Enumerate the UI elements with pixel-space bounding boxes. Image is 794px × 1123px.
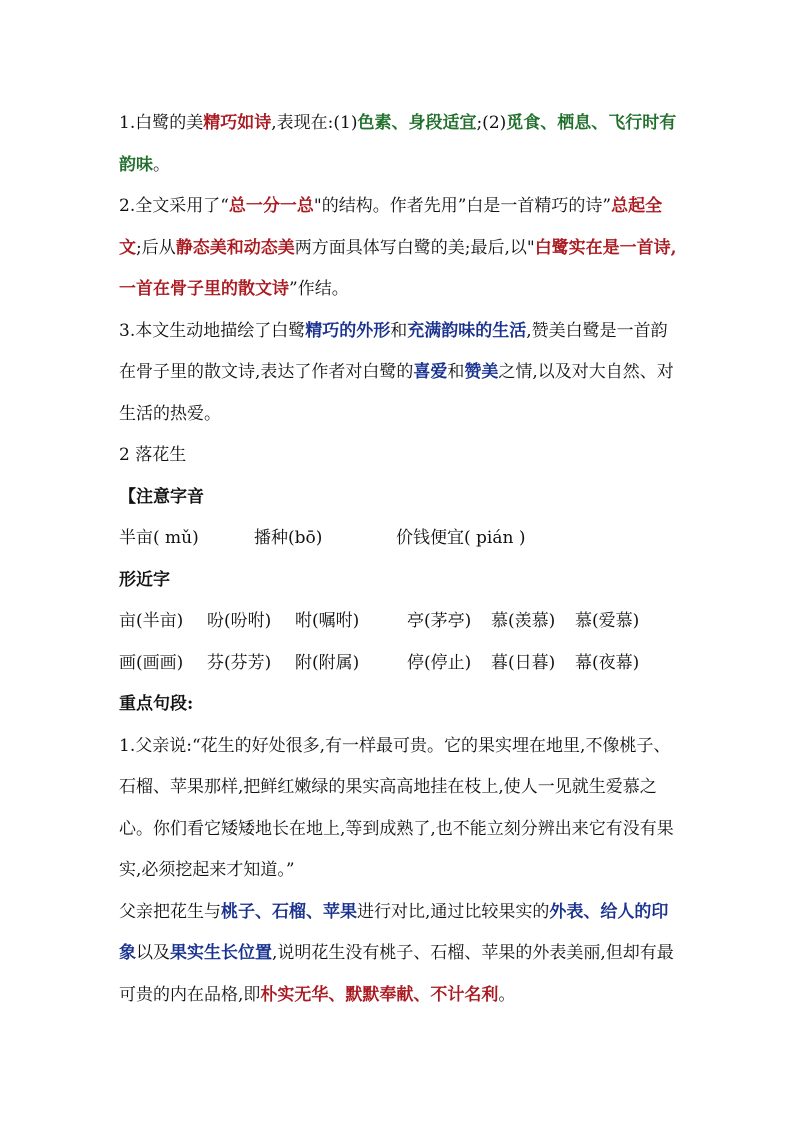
text-span: 。: [153, 154, 170, 175]
similar-chars-row: [119, 601, 679, 643]
document-content: [119, 103, 679, 1016]
pronunciation-item: 半亩( mǔ): [119, 528, 199, 548]
highlight-blue: 果实生长位置: [170, 943, 272, 963]
highlight-red: 总起全文: [119, 196, 663, 258]
text-span: ,说明花生没有桃子、石榴、苹果的外表美丽,但却有最可贵的内在品格,即: [119, 943, 674, 1005]
text-span: ”作结。: [289, 279, 349, 299]
paragraph-structure: [119, 186, 679, 311]
pronunciation-item: 价钱便宜( pián ): [396, 528, 526, 548]
text-span: 进行对比,通过比较果实的: [357, 901, 550, 922]
paragraph-egret-beauty: [119, 103, 679, 186]
similar-char-item: 画(画画): [119, 652, 184, 673]
text-span: 和: [447, 362, 465, 382]
text-span: ,赞美白鹭是一首韵在骨子里的散文诗,表达了作者对白鹭的: [119, 320, 668, 382]
text-span: 父亲把花生与: [119, 901, 221, 922]
similar-char-item: 芬(芬芳): [207, 652, 272, 673]
similar-char-item: 亭(茅亭): [407, 611, 472, 631]
similar-char-item: 慕(爱慕): [575, 611, 640, 631]
highlight-red: 总一分一总: [228, 196, 314, 216]
highlight-blue: 桃子、石榴、苹果: [221, 901, 357, 922]
text-span: 以及: [136, 943, 170, 963]
highlight-red: 朴实无华、默默奉献、不计名利: [260, 984, 499, 1005]
pronunciation-row: [119, 518, 679, 560]
similar-char-item: 亩(半亩): [119, 611, 184, 631]
text-span: 两方面具体写白鹭的美;最后,以": [294, 237, 535, 258]
highlight-blue: 喜爱: [413, 362, 448, 382]
similar-chars-heading: 形近字: [119, 569, 170, 590]
highlight-green: 色素、身段适宜: [357, 113, 477, 133]
text-span: "的结构。作者先用”白是一首精巧的诗”: [313, 196, 612, 216]
text-span: ;后从: [136, 237, 176, 258]
father-quote: 1.父亲说:“花生的好处很多,有一样最可贵。它的果实埋在地里,不像桃子、石榴、苹果那样,把鲜红嫩绿的果实高高地挂在枝上,使人一见就生爱慕之心。你们看它矮矮地长在地上,等到成熟了,也不能立刻分辨出来它有没有果实,必须挖起来才知道。”: [119, 735, 674, 880]
highlight-blue: 赞美: [464, 362, 499, 382]
highlight-green: 觅食、栖息、飞行时有韵味: [119, 113, 677, 175]
highlight-red: 精巧如诗: [203, 113, 272, 133]
similar-char-item: 幕(夜幕): [575, 652, 640, 673]
similar-char-item: 暮(日暮): [491, 652, 556, 673]
similar-char-item: 咐(嘱咐): [295, 611, 360, 631]
similar-char-item: 停(停止): [407, 652, 472, 673]
highlight-blue: 精巧的外形: [305, 320, 391, 341]
highlight-red: 白鹭实在是一首诗,一首在骨子里的散文诗: [119, 237, 677, 299]
key-passages-heading: 重点句段:: [119, 694, 194, 714]
lesson-title: 2 落花生: [119, 445, 187, 465]
pronunciation-heading: 【注意字音: [119, 486, 204, 507]
text-span: 之情,以及对大自然、对生活的热爱。: [119, 362, 674, 424]
similar-char-item: 吩(吩咐): [207, 611, 272, 631]
highlight-blue: 外表、给人的印象: [119, 901, 669, 963]
text-span: ;(2): [476, 113, 507, 133]
similar-char-item: 慕(羡慕): [491, 611, 556, 631]
text-span: 3.本文生动地描绘了白鹭: [119, 320, 306, 341]
highlight-blue: 充满韵味的生活: [407, 320, 527, 341]
text-span: 2.全文采用了“: [119, 196, 229, 216]
highlight-red: 静态美和动态美: [175, 237, 295, 258]
text-span: 1.白鹭的美: [119, 113, 204, 133]
paragraph-theme: [119, 311, 679, 436]
pronunciation-item: 播种(bō): [254, 528, 323, 548]
similar-chars-row: [119, 643, 679, 685]
similar-char-item: 附(附属): [295, 652, 360, 673]
text-span: 和: [390, 320, 408, 341]
text-span: ,表现在:(1): [271, 113, 358, 133]
paragraph-analysis: [119, 892, 679, 1017]
text-span: 。: [498, 984, 516, 1005]
